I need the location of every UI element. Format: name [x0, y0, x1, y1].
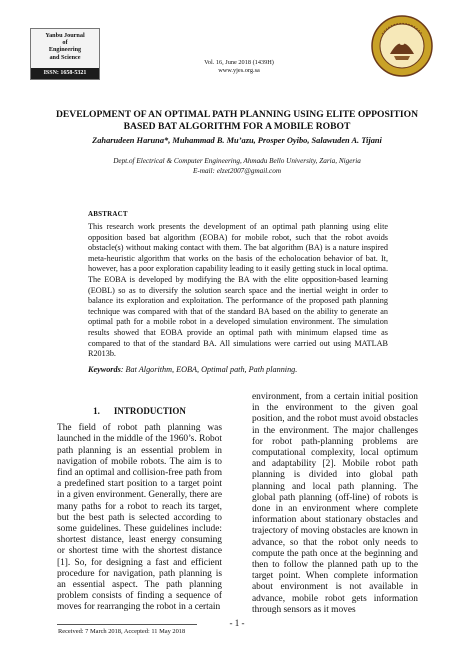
volume-line: Vol. 16, June 2018 (1439H): [204, 59, 274, 66]
university-seal-icon: [370, 14, 434, 78]
paper-title-line1: DEVELOPMENT OF AN OPTIMAL PATH PLANNING USING ELITE OPPOSITION: [55, 109, 419, 120]
paper-title-line2: BASED BAT ALGORITHM FOR A MOBILE ROBOT: [123, 120, 351, 132]
affiliation-email: E-mail: elzet2007@gmail.com: [192, 167, 282, 175]
journal-logo-box: [30, 28, 100, 80]
keywords-label: Keywords: [88, 365, 121, 374]
journal-name-line3: Engineering: [48, 46, 82, 54]
keywords-line: [88, 365, 388, 375]
paper-title: [40, 109, 434, 133]
intro-paragraph-left: The field of robot path planning was launched in the middle of the 1960’s. Robot path planning is an essential problem in navigation of mobile robots. The aim is to find an optimal and collision-free path from a predefined start position to a target point in a given environment. Generally, there are many paths for a robot to reach its target, but the best path is selected according to some guidelines. These guidelines include: shortest distance, least energy consuming or shortest time with the shortest distance [1]. So, for designing a fast and efficient procedure for navigation, path planning is an essential aspect. The path planning problem consists of finding a sequence of moves for rearranging the robot in a certain: [57, 423, 222, 613]
footnote-divider: [57, 624, 197, 625]
left-column: [57, 406, 222, 614]
volume-info: [180, 59, 298, 75]
abstract-heading: ABSTRACT: [88, 210, 128, 218]
section-heading-introduction: [57, 406, 222, 417]
journal-name-line2: of: [62, 39, 68, 47]
abstract-body: This research work presents the development of an optimal path planning using elite opposition based bat algorithm (EOBA) for mobile robot, such that the robot avoids obstacle(s) without making contact with them. The bat algorithm (BA) is a nature inspired meta-heuristic algorithm that works on the basis of the echolocation behavior of bat. It, however, has a poor exploration capability leading to it easily getting stuck in local optima. The EOBA is developed by modifying the BA with the elite opposition-based learning (EOBL) so as to diversify the solution search space and the inertial weight in order to balance its exploration and exploitation. The performance of the proposed path planning technique was compared with that of the standard BA based on the ability to generate an optimal path for a mobile robot in a developed simulation environment. The simulation results showed that EOBA provide an optimal path with minimum elapsed time as compared to that of the standard BA. All simulations were carried out using MATLAB R2013b.: [88, 222, 388, 359]
affiliation: [40, 156, 434, 176]
section-title: INTRODUCTION: [113, 406, 186, 416]
keywords-value: : Bat Algorithm, EOBA, Optimal path, Path planning.: [120, 365, 298, 374]
author-list: Zaharudeen Haruna*, Muhammad B. Mu’azu, Prosper Oyibo, Salawuden A. Tijani: [92, 136, 382, 145]
right-column: [252, 392, 418, 616]
intro-paragraph-right: environment, from a certain initial position in the environment to the given goal position, and the robot must avoid obstacles in the environment. The major challenges for robot path-planning problems are computational complexity, local optimum and adaptability [2]. Mobile robot path planning is divided into global path planning and local path planning. The global path planning (off-line) of robots is done in an environment where complete information about stationary obstacles and trajectory of moving obstacles are known in advance, so that the robot only needs to compute the path once at the beginning and then to follow the planned path up to the target point. When complete information about environment is not available in advance, mobile robot gets information through sensors as it moves: [252, 392, 418, 615]
affiliation-dept: Dept.of Electrical & Computer Engineering, Ahmadu Bello University, Zaria, Nigeria: [113, 157, 361, 165]
journal-url: www.yjes.org.sa: [218, 67, 260, 74]
journal-name-line4: and Science: [49, 53, 81, 61]
page-number: - 1 -: [229, 618, 245, 628]
section-number: 1.: [93, 406, 100, 416]
received-date-note: Received: 7 March 2018, Accepted: 11 May 2018: [58, 628, 186, 635]
journal-name-line1: Yanbu Journal: [45, 32, 85, 39]
issn-bar: ISSN: 1658-5321: [31, 68, 99, 79]
